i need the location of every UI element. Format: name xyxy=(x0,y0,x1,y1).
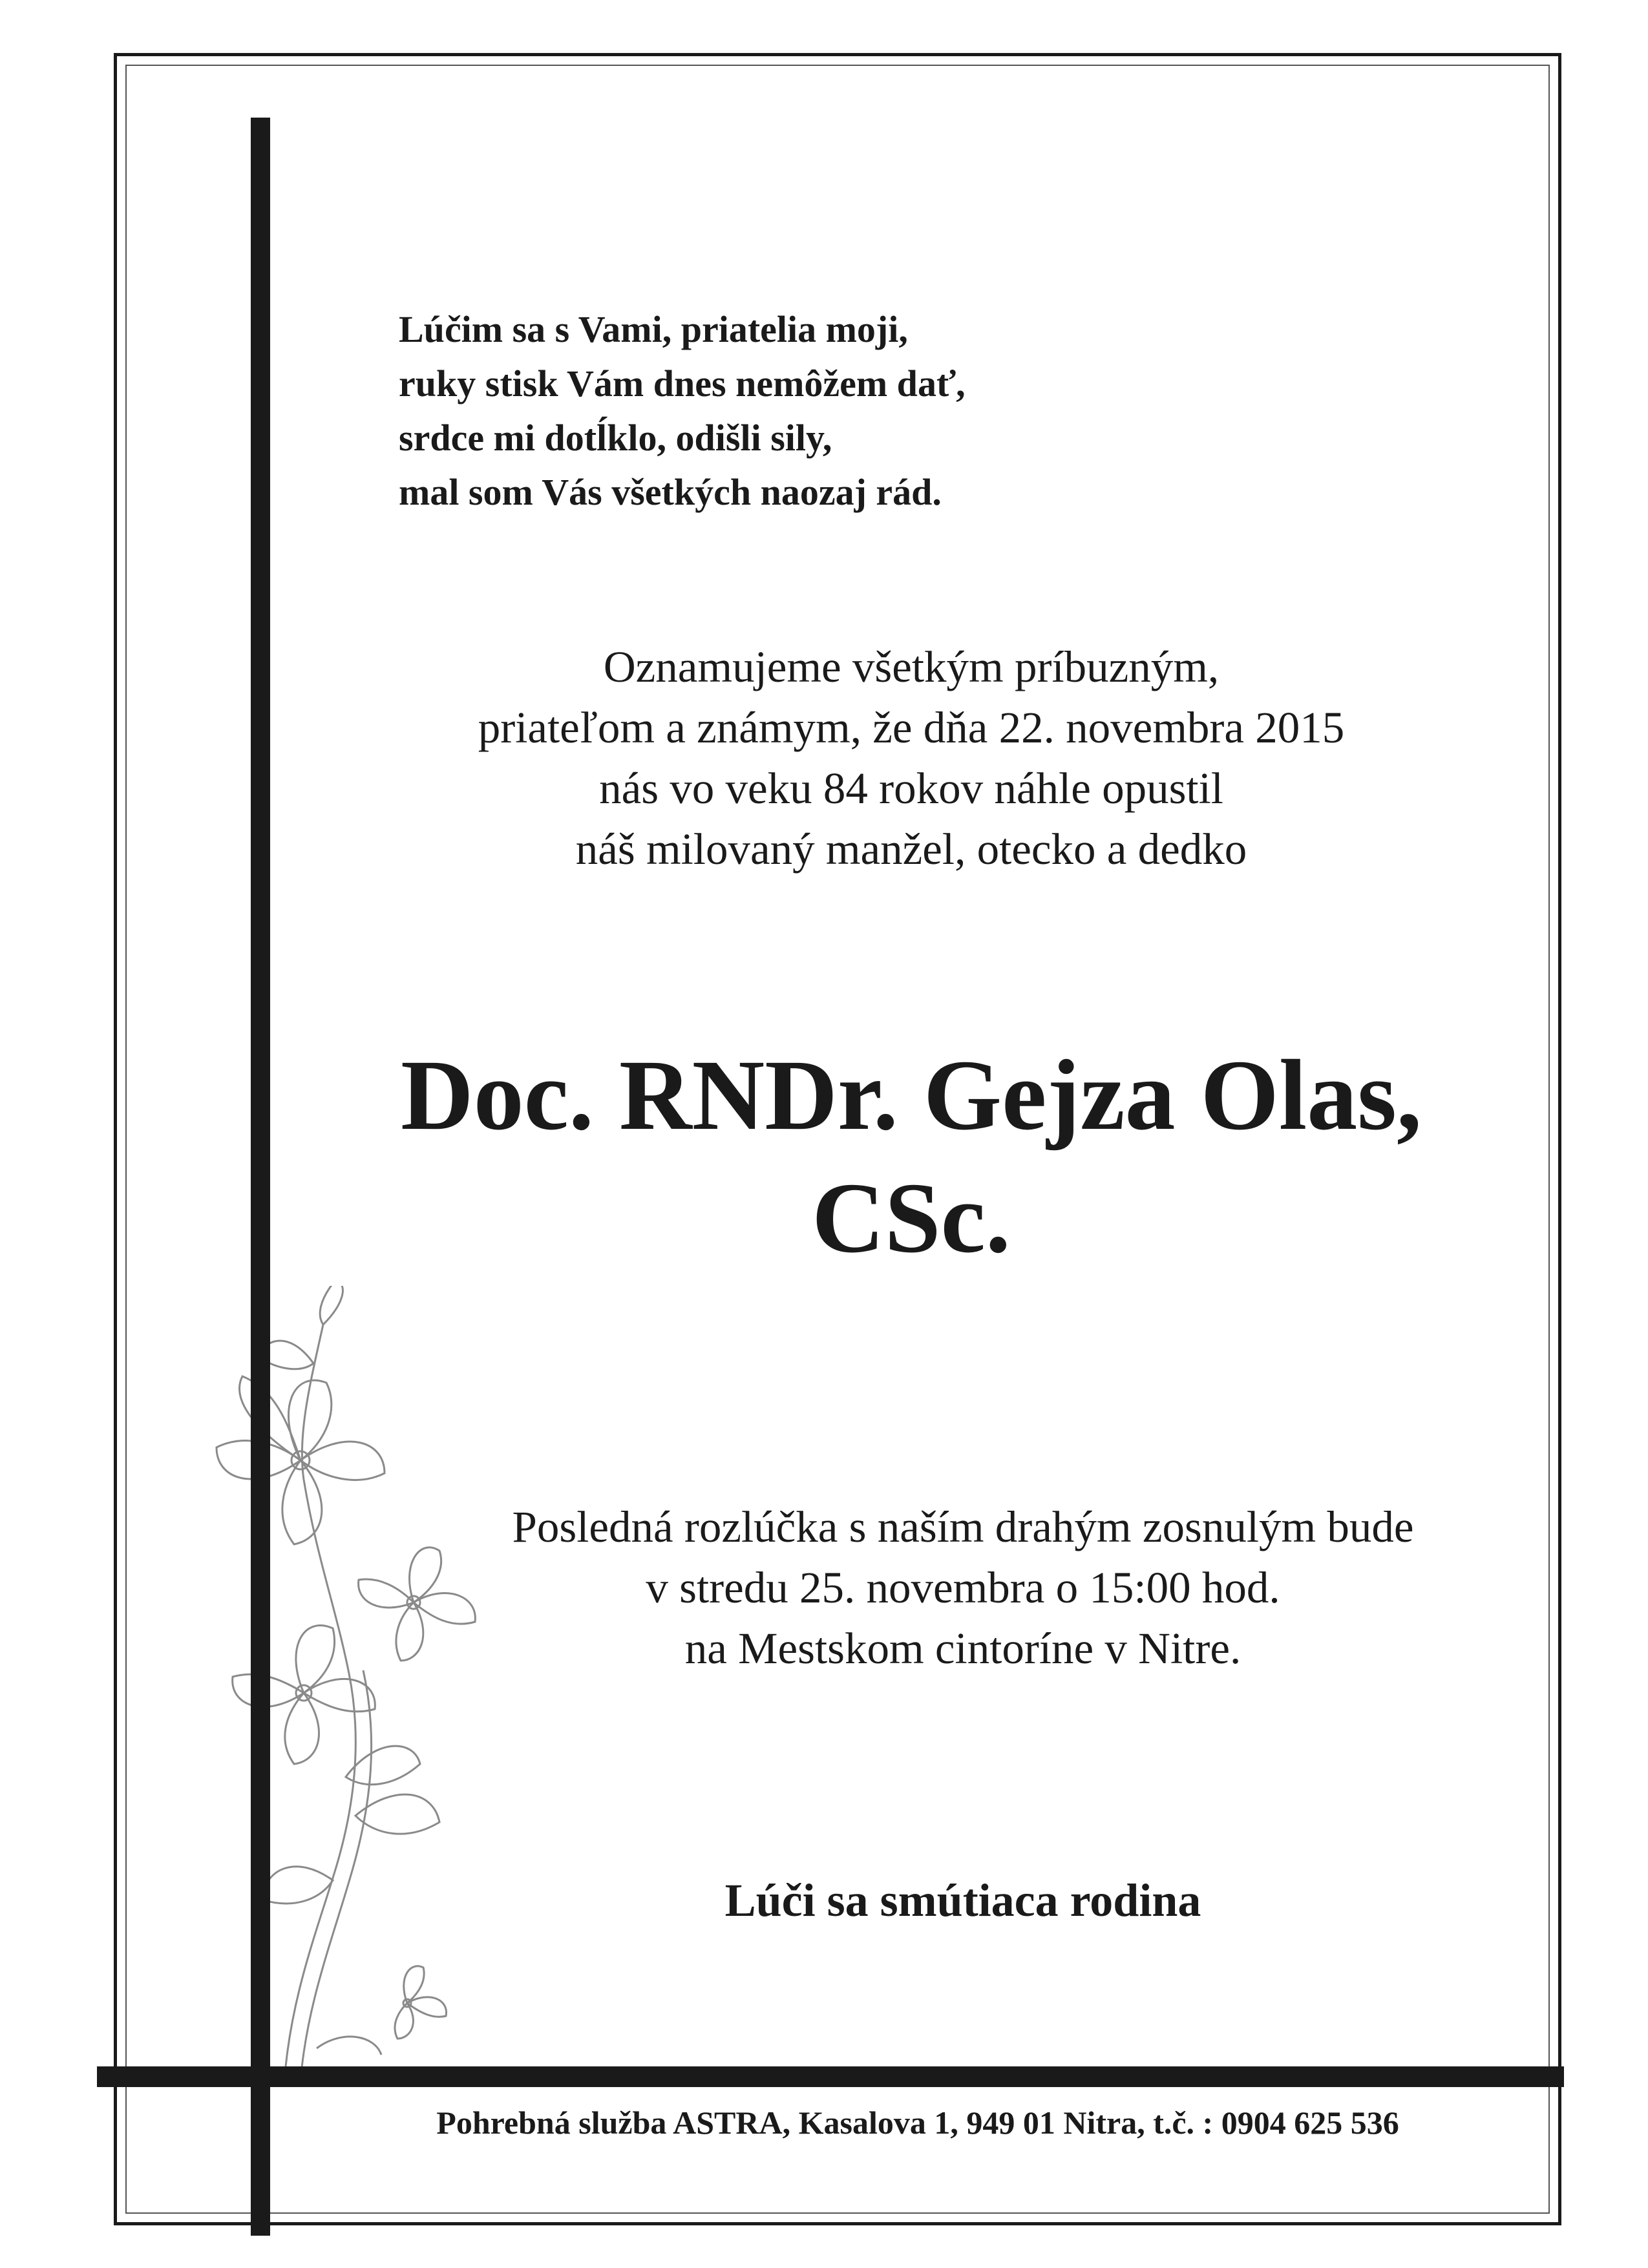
funeral-info xyxy=(388,1496,1538,1679)
funeral-service-footer: Pohrebná služba ASTRA, Kasalova 1, 949 01 Nitra, t.č. : 0904 625 536 xyxy=(436,2105,1399,2141)
flower-drawing-icon xyxy=(187,1286,511,2087)
announcement xyxy=(271,636,1551,879)
funeral-line: Posledná rozlúčka s naším drahým zosnulým bude xyxy=(512,1502,1414,1551)
deceased-name-line: Doc. RNDr. Gejza Olas, xyxy=(401,1039,1422,1151)
announcement-line: náš milovaný manžel, otecko a dedko xyxy=(575,824,1247,874)
announcement-line: priateľom a známym, že dňa 22. novembra 2015 xyxy=(478,703,1345,752)
funeral-line: v stredu 25. novembra o 15:00 hod. xyxy=(646,1563,1280,1612)
farewell-poem xyxy=(399,302,966,520)
poem-line: ruky stisk Vám dnes nemôžem dať, xyxy=(399,362,966,404)
funeral-line: na Mestskom cintoríne v Nitre. xyxy=(684,1624,1241,1673)
deceased-title-line: CSc. xyxy=(812,1162,1011,1274)
vertical-bar xyxy=(251,118,270,2236)
deceased-name xyxy=(271,1034,1551,1279)
horizontal-bar xyxy=(97,2066,1564,2087)
poem-line: Lúčim sa s Vami, priatelia moji, xyxy=(399,308,908,350)
family-signature: Lúči sa smútiaca rodina xyxy=(724,1874,1201,1926)
announcement-line: nás vo veku 84 rokov náhle opustil xyxy=(599,764,1223,813)
announcement-line: Oznamujeme všetkým príbuzným, xyxy=(603,642,1220,691)
poem-line: srdce mi dotĺklo, odišli sily, xyxy=(399,417,832,459)
poem-line: mal som Vás všetkých naozaj rád. xyxy=(399,471,942,513)
